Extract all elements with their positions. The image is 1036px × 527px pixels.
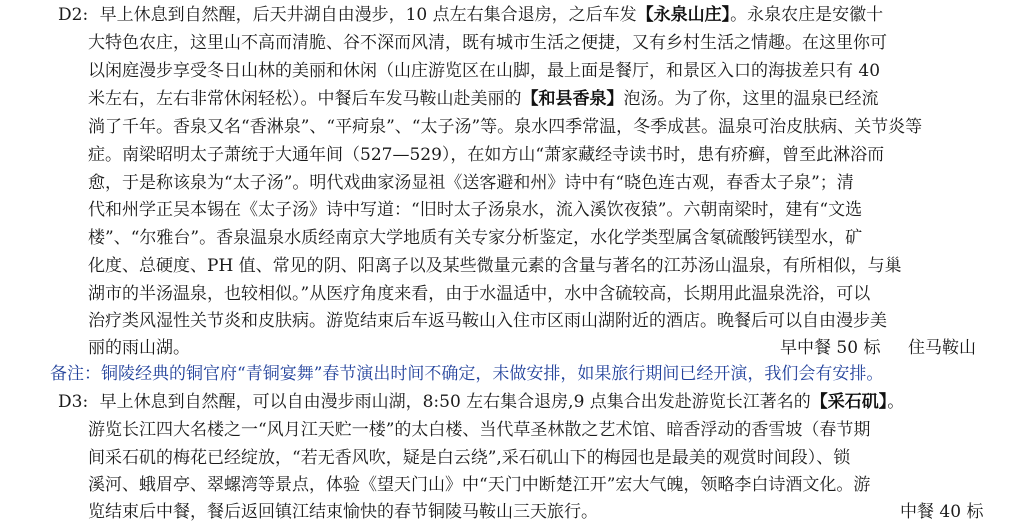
day2-line-5: 淌了千年。香泉又名“香淋泉”、“平疴泉”、“太子汤”等。泉水四季常温，冬季成甚。温泉可治皮肤病、关节炎等 [88, 117, 923, 137]
day3-meals: 中餐 40 标 [900, 502, 984, 522]
day2-line-2: 大特色农庄，这里山不高而清脆、谷不深而风清，既有城市生活之便捷，又有乡村生活之情趣。在这里你可 [88, 33, 887, 53]
day2-text-4a: 米左右，左右非常休闲轻松）。中餐后车发马鞍山赴美丽的 [88, 89, 522, 109]
day2-line-12: 治疗类风湿性关节炎和皮肤病。游览结束后车返马鞍山入住市区雨山湖附近的酒店。晚餐后可以自由漫步美 [88, 311, 887, 331]
day3-line-2: 游览长江四大名楼之一“风月江天贮一楼”的太白楼、当代草圣林散之艺术馆、暗香浮动的香雪坡（春节期 [88, 420, 871, 440]
day2-line-10: 化度、总硬度、PH 值、常见的阴、阳离子以及某些微量元素的含量与著名的江苏汤山温泉，有所相似，与巢 [88, 256, 902, 276]
day2-line-11: 湖市的半汤温泉，也较相似。”从医疗角度来看，由于水温适中，水中含硫较高，长期用此温泉洗浴，可以 [88, 284, 871, 304]
day2-line-13: 丽的雨山湖。 [88, 338, 190, 358]
caishiji-highlight: 【采石矶】 [810, 392, 888, 412]
day2-meals: 早中餐 50 标 [780, 338, 881, 358]
day3-line-1 [58, 391, 904, 413]
yongquan-villa-highlight: 【永泉山庄】 [636, 5, 731, 25]
day3-line-4: 溪河、蛾眉亭、翠螺湾等景点，体验《望天门山》中“天门中断楚江开”宏大气魄，领略李白诗酒文化。游 [88, 475, 871, 495]
day2-text-1a: 早上休息到自然醒，后天井湖自由漫步，10 点左右集合退房，之后车发 [99, 5, 637, 25]
day2-line-7: 愈，于是称该泉为“太子汤”。明代戏曲家汤显祖《送客避和州》诗中有“晓色连古观，春香太子泉”；清 [88, 173, 854, 193]
day2-line-6: 症。南梁昭明太子萧统于大通年间（527—529），在如方山“萧家藏经寺读书时，患有疥癣，曾至此淋浴而 [88, 145, 885, 165]
day2-stay: 住马鞍山 [908, 338, 976, 358]
day2-label: D2: [58, 5, 89, 25]
day3-text-1b: 。 [887, 392, 905, 412]
day2-line-4 [88, 88, 879, 110]
day2-line-8: 代和州学正吴本锡在《太子汤》诗中写道：“旧时太子汤泉水，流入溪饮夜猿”。六朝南梁时，建有“文选 [88, 200, 863, 220]
day2-line-3: 以闲庭漫步享受冬日山林的美丽和休闲（山庄游览区在山脚，最上面是餐厅，和景区入口的海拔差只有 40 [88, 61, 881, 81]
day3-text-1a: 早上休息到自然醒，可以自由漫步雨山湖，8:50 左右集合退房,9 点集合出发赴游览长江著名的 [99, 392, 811, 412]
day2-text-4b: 泡汤。为了你，这里的温泉已经流 [623, 89, 879, 109]
day3-line-5: 览结束后中餐，餐后返回镇江结束愉快的春节铜陵马鞍山三天旅行。 [88, 502, 598, 522]
hexian-xiangquan-highlight: 【和县香泉】 [521, 89, 624, 109]
day2-line-1 [58, 4, 883, 26]
day2-line-9: 楼”、“尔雅台”。香泉温泉水质经南京大学地质有关专家分析鉴定，水化学类型属含氡硫酸钙镁型水，矿 [88, 228, 863, 248]
day3-label: D3: [58, 392, 89, 412]
note-line: 备注：铜陵经典的铜官府“青铜宴舞”春节演出时间不确定，未做安排，如果旅行期间已经开演，我们会有安排。 [50, 364, 884, 384]
day2-text-1b: 。永泉农庄是安徽十 [730, 5, 884, 25]
day3-line-3: 间采石矶的梅花已经绽放，“若无香风吹，疑是白云绕”,采石矶山下的梅园也是最美的观赏时间段）、锁 [88, 448, 851, 468]
